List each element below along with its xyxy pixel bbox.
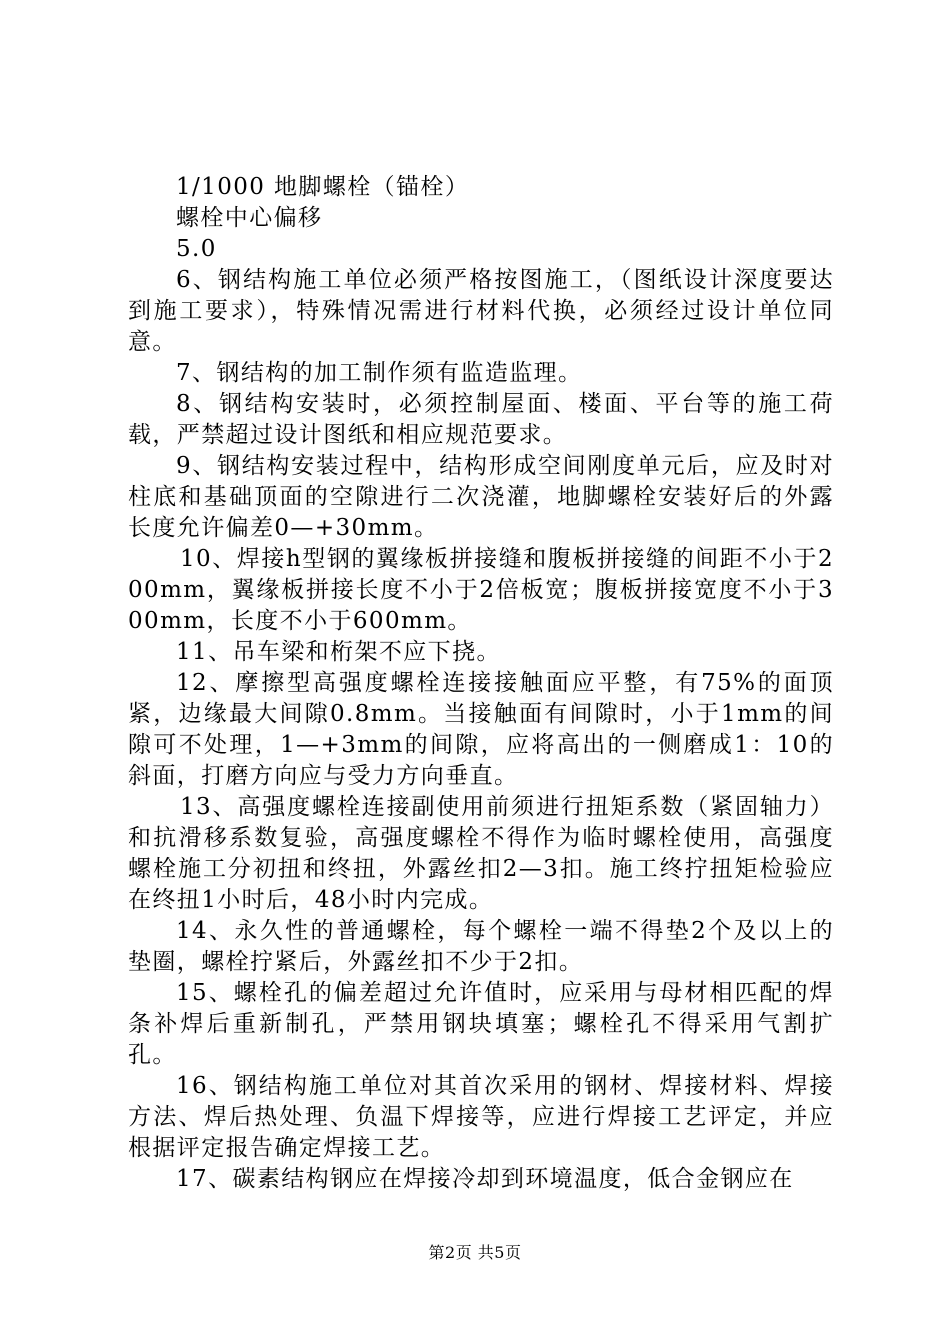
- paragraph-item-9: 9、钢结构安装过程中，结构形成空间刚度单元后，应及时对柱底和基础顶面的空隙进行二次浇灌，地脚螺栓安装好后的外露长度允许偏差0—+30mm。: [128, 453, 834, 541]
- paragraph-item-17: 17、碳素结构钢应在焊接冷却到环境温度，低合金钢应在: [176, 1166, 794, 1192]
- paragraph-item-8: 8、钢结构安装时，必须控制屋面、楼面、平台等的施工荷载，严禁超过设计图纸和相应规范要求。: [128, 391, 834, 448]
- text-line: 5.0: [176, 236, 217, 262]
- paragraph-item-16: 16、钢结构施工单位对其首次采用的钢材、焊接材料、焊接方法、焊后热处理、负温下焊接等，应进行焊接工艺评定，并应根据评定报告确定焊接工艺。: [128, 1073, 834, 1161]
- text-line: 1/1000 地脚螺栓（锚栓）: [176, 174, 470, 200]
- page-number-footer: 第2页 共5页: [428, 1243, 522, 1262]
- paragraph-item-6: 6、钢结构施工单位必须严格按图施工，（图纸设计深度要达到施工要求），特殊情况需进行材料代换，必须经过设计单位同意。: [128, 267, 834, 355]
- paragraph-item-15: 15、螺栓孔的偏差超过允许值时，应采用与母材相匹配的焊条补焊后重新制孔，严禁用钢块填塞；螺栓孔不得采用气割扩孔。: [128, 980, 834, 1068]
- paragraph-item-14: 14、永久性的普通螺栓，每个螺栓一端不得垫2个及以上的垫圈，螺栓拧紧后，外露丝扣不少于2扣。: [128, 918, 834, 975]
- paragraph-item-7: 7、钢结构的加工制作须有监造监理。: [176, 360, 583, 386]
- text-line: 螺栓中心偏移: [176, 205, 323, 231]
- paragraph-item-13: 13、高强度螺栓连接副使用前须进行扭矩系数（紧固轴力）和抗滑移系数复验，高强度螺栓不得作为临时螺栓使用，高强度螺栓施工分初扭和终扭，外露丝扣2—3扣。施工终拧扭矩检验应在终扭1小时后，48小时内完成。: [128, 794, 834, 913]
- paragraph-item-11: 11、吊车梁和桁架不应下挠。: [176, 639, 501, 665]
- document-body: [128, 172, 834, 1195]
- paragraph-item-12: 12、摩擦型高强度螺栓连接接触面应平整，有75%的面顶紧，边缘最大间隙0.8mm。当接触面有间隙时，小于1mm的间隙可不处理，1—+3mm的间隙，应将高出的一侧磨成1：10的斜面，打磨方向应与受力方向垂直。: [128, 670, 834, 789]
- paragraph-item-10: 10、焊接h型钢的翼缘板拼接缝和腹板拼接缝的间距不小于200mm，翼缘板拼接长度不小于2倍板宽；腹板拼接宽度不小于300mm，长度不小于600mm。: [128, 546, 834, 634]
